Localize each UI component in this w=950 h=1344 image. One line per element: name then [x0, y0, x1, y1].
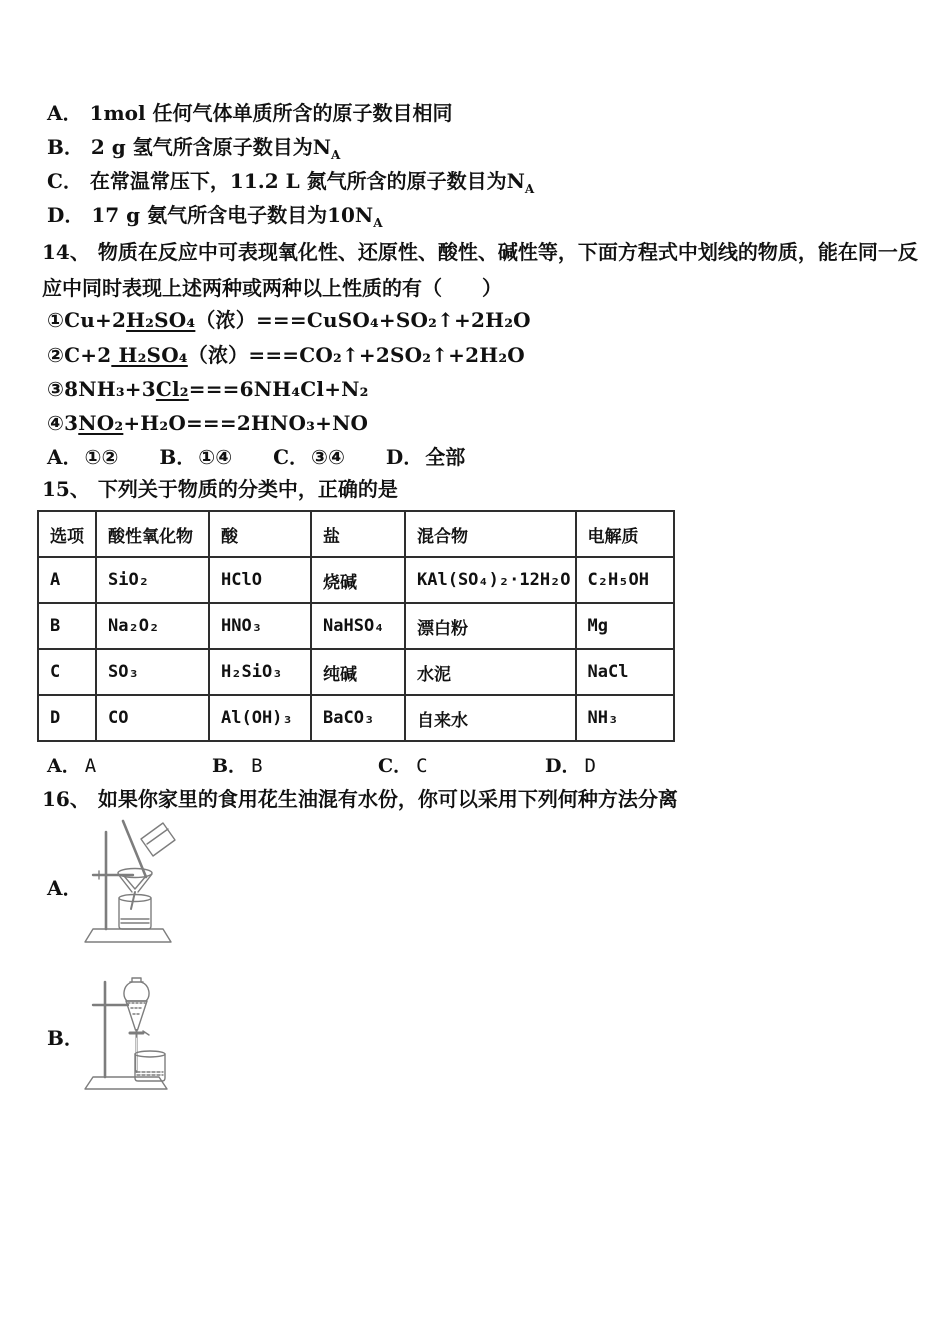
- table-cell: Al(OH)₃: [209, 695, 311, 741]
- q14-answer-d: D． 全部: [385, 445, 466, 469]
- funnel-cone: [126, 1001, 147, 1030]
- liquid-level-lines: [137, 1072, 163, 1075]
- table-cell: 纯碱: [311, 649, 405, 695]
- q14-answer-options: [47, 440, 499, 474]
- table-header-cell: 酸: [209, 511, 311, 557]
- q15-answer-c: C． C: [378, 755, 428, 777]
- q16-option-b-label: B．: [47, 1026, 84, 1050]
- table-cell: C₂H₅OH: [576, 557, 674, 603]
- q16-option-a-label: A．: [47, 876, 83, 900]
- q15-number: 15、: [42, 477, 90, 501]
- table-cell: NH₃: [576, 695, 674, 741]
- option-c-text: 在常温常压下，11.2 L 氮气所含的原子数目为$N_A$: [89, 169, 535, 196]
- separating-funnel-apparatus-illustration: [80, 974, 175, 1096]
- q16-stem: [42, 782, 678, 816]
- table-cell: NaCl: [576, 649, 674, 695]
- table-cell: 烧碱: [311, 557, 405, 603]
- q15-stem-text: 下列关于物质的分类中，正确的是: [97, 477, 398, 501]
- table-cell: Mg: [576, 603, 674, 649]
- option-d-text: 17 g 氨气所含电子数目为$10N_A$: [91, 203, 383, 230]
- q14-answer-c: C． ③④: [273, 445, 345, 469]
- beaker-rim: [135, 1051, 165, 1057]
- table-row: [38, 557, 674, 603]
- table-cell: H₂SiO₃: [209, 649, 311, 695]
- classification-table: [37, 510, 675, 742]
- table-header-cell: 酸性氧化物: [96, 511, 209, 557]
- table-header-cell: 选项: [38, 511, 96, 557]
- table-header-cell: 电解质: [576, 511, 674, 557]
- table-cell: B: [38, 603, 96, 649]
- funnel-bulb: [124, 982, 149, 1001]
- stand-base: [85, 929, 171, 942]
- q14-equation-1: ①Cu+2H₂SO₄（浓）===CuSO₄+SO₂↑+2H₂O: [47, 308, 531, 332]
- table-cell: A: [38, 557, 96, 603]
- q15-stem: [42, 472, 398, 506]
- table-cell: HClO: [209, 557, 311, 603]
- table-cell: BaCO₃: [311, 695, 405, 741]
- option-a-text: 1mol 任何气体单质所含的原子数目相同: [89, 101, 453, 125]
- option-b-label: B．: [47, 135, 84, 159]
- q14-equation-3: ③8NH₃+3Cl₂===6NH₄Cl+N₂: [47, 377, 369, 401]
- option-a-label: A．: [47, 101, 83, 125]
- table-header-cell: 盐: [311, 511, 405, 557]
- q16-stem-text: 如果你家里的食用花生油混有水份，你可以采用下列何种方法分离: [97, 787, 678, 811]
- q14-answer-b: B． ①④: [159, 445, 233, 469]
- table-row: [38, 603, 674, 649]
- q14-stem-text: 物质在反应中可表现氧化性、还原性、酸性、碱性等，下面方程式中划线的物质，能在同一反应中同时表现上述两种或两种以上性质的有（ ）: [42, 240, 918, 300]
- table-row: [38, 649, 674, 695]
- q14-equation-2: ②C+2 H₂SO₄（浓）===CO₂↑+2SO₂↑+2H₂O: [47, 343, 525, 367]
- table-cell: 自来水: [405, 695, 576, 741]
- table-cell: Na₂O₂: [96, 603, 209, 649]
- q14-number: 14、: [42, 240, 90, 264]
- table-cell: NaHSO₄: [311, 603, 405, 649]
- table-cell: 水泥: [405, 649, 576, 695]
- q14-equation-4: ④3NO₂+H₂O===2HNO₃+NO: [47, 411, 369, 435]
- table-cell: SiO₂: [96, 557, 209, 603]
- table-row: [38, 695, 674, 741]
- table-header-cell: 混合物: [405, 511, 576, 557]
- q13-option-d: [47, 198, 383, 232]
- receiving-beaker: [119, 898, 151, 929]
- table-cell: CO: [96, 695, 209, 741]
- table-cell: KAl(SO₄)₂·12H₂O: [405, 557, 576, 603]
- table-cell: 漂白粉: [405, 603, 576, 649]
- table-cell: SO₃: [96, 649, 209, 695]
- q14-stem: [42, 234, 922, 306]
- q15-answer-a: A． A: [47, 755, 97, 777]
- q14-answer-a: A． ①②: [47, 445, 119, 469]
- q15-answer-b: B． B: [212, 755, 263, 777]
- q13-option-a: [47, 96, 453, 130]
- q15-answer-d: D． D: [545, 755, 596, 777]
- filtrate-level-lines: [121, 919, 149, 923]
- option-b-text: 2 g 氢气所含原子数目为$N_A$: [90, 135, 341, 162]
- table-cell: C: [38, 649, 96, 695]
- table-header-row: [38, 511, 674, 557]
- q13-option-b: [47, 130, 340, 164]
- q13-option-c: [47, 164, 534, 198]
- liquid-hatch: [128, 1003, 145, 1014]
- option-c-label: C．: [47, 169, 83, 193]
- pouring-liquid-line: [147, 829, 168, 844]
- filtration-apparatus-illustration: [78, 816, 180, 952]
- stand-base: [85, 1077, 167, 1089]
- pouring-beaker: [141, 823, 175, 856]
- table-cell: HNO₃: [209, 603, 311, 649]
- q16-number: 16、: [42, 787, 90, 811]
- table-cell: D: [38, 695, 96, 741]
- option-d-label: D．: [47, 203, 85, 227]
